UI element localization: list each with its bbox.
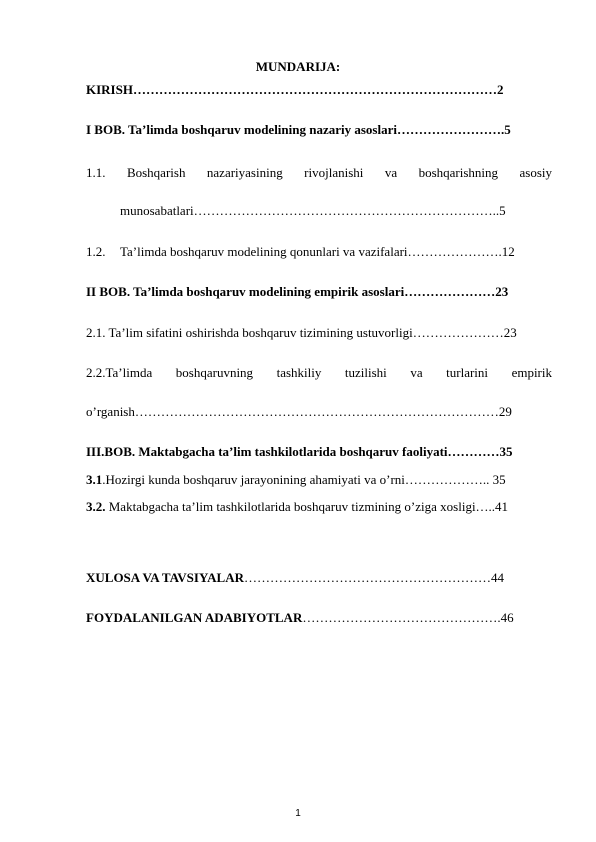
toc-title: MUNDARIJA: xyxy=(255,59,341,74)
toc-word: asosiy xyxy=(519,165,552,180)
toc-entry-1-2 xyxy=(86,244,552,260)
toc-entry-1-1 xyxy=(86,165,552,181)
toc-word: turlarini xyxy=(446,365,489,380)
toc-word: tashkiliy xyxy=(276,365,322,380)
toc-entry-xulosa xyxy=(86,570,552,586)
toc-entry-3-1-text: .Hozirgi kunda boshqaruv jarayonining ahamiyati va o’rni……………….. 35 xyxy=(102,472,506,487)
toc-word: Boshqarish xyxy=(126,165,186,180)
toc-entry-kirish: KIRISH…………………………………………………………………………2 xyxy=(86,82,504,97)
toc-entry-3-2-number: 3.2. xyxy=(86,499,106,514)
toc-entry-adabiyotlar xyxy=(86,610,552,626)
toc-entry-xulosa-label: XULOSA VA TAVSIYALAR xyxy=(86,570,244,585)
toc-entry-3-2-text: Maktabgacha ta’lim tashkilotlarida boshqaruv tizmining o’ziga xosligi…..41 xyxy=(105,499,509,514)
toc-word: nazariyasining xyxy=(206,165,283,180)
toc-entry-chapter-2: II BOB. Ta’limda boshqaruv modelining empirik asoslari…………………23 xyxy=(86,284,509,299)
toc-entry-2-2 xyxy=(86,365,552,381)
toc-word: boshqaruvning xyxy=(175,365,254,380)
toc-word: tuzilishi xyxy=(344,365,387,380)
toc-entry-1-2-text: Ta’limda boshqaruv modelining qonunlari va vazifalari………………….12 xyxy=(120,244,515,259)
toc-word: boshqarishning xyxy=(418,165,499,180)
toc-entry-xulosa-dots: …………………………………………………44 xyxy=(244,570,504,585)
toc-entry-1-2-number: 1.2. xyxy=(86,244,106,259)
toc-entry-2-1: 2.1. Ta’lim sifatini oshirishda boshqaruv tizimining ustuvorligi…………………23 xyxy=(86,325,517,340)
toc-entry-3-1 xyxy=(86,472,552,488)
toc-word: rivojlanishi xyxy=(304,165,364,180)
toc-entry-chapter-1: I BOB. Ta’limda boshqaruv modelining nazariy asoslari…………………….5 xyxy=(86,122,511,137)
page-number: 1 xyxy=(295,808,301,819)
toc-entry-adabiyotlar-dots: ……………………………………….46 xyxy=(302,610,514,625)
toc-entry-2-2-continuation: o’rganish…………………………………………………………………………29 xyxy=(86,404,512,419)
toc-entry-3-1-number: 3.1 xyxy=(86,472,103,487)
toc-word: va xyxy=(384,165,398,180)
toc-entry-1-1-number: 1.1. xyxy=(86,165,106,180)
toc-word: va xyxy=(410,365,423,380)
toc-word: empirik xyxy=(511,365,552,380)
toc-entry-3-2 xyxy=(86,499,552,515)
toc-word: 2.2.Ta’limda xyxy=(86,365,153,380)
toc-entry-adabiyotlar-label: FOYDALANILGAN ADABIYOTLAR xyxy=(86,610,303,625)
toc-entry-chapter-3: III.BOB. Maktabgacha ta’lim tashkilotlarida boshqaruv faoliyati…………35 xyxy=(86,444,513,459)
toc-entry-1-1-continuation: munosabatlari……………………………………………………………..5 xyxy=(120,203,506,218)
